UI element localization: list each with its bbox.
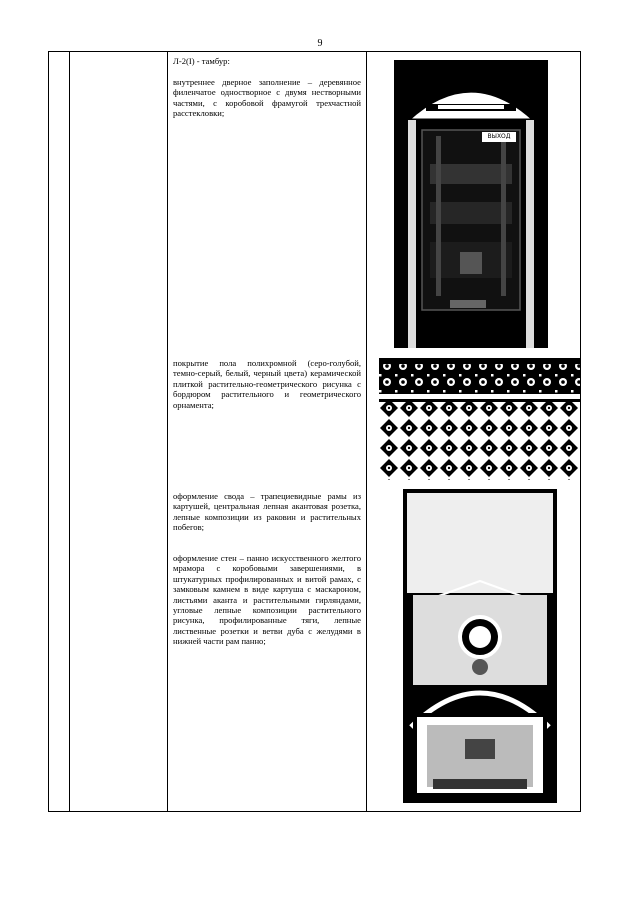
table-bottom-border [48, 811, 581, 812]
item-walls-text: оформление стен – панно искусственного желтого мрамора с коробовыми завершениями, в штукатурных профилированных и витой рамах, с замковым камнем в виде картуша с маскароном, листьями аканта и растительными гирляндами, угловые лепные композиции растительного рисунка, профилированные тяги, лепные лиственные розетки и ветви дуба с желудями в нижней части рам панно; [173, 553, 361, 647]
table-col-border [580, 51, 581, 812]
table-col-border [167, 51, 168, 812]
item-floor-text: покрытие пола полихромной (серо-голубой, темно-серый, белый, черный цвета) керамической плиткой растительно-геометрического рисунка с бордюром растительного и геометрического орнамента; [173, 358, 361, 410]
table-col-border [366, 51, 367, 812]
wall-panel-photo [403, 489, 557, 803]
floor-tile-photo [379, 358, 580, 480]
exit-sign: ВЫХОД [482, 132, 516, 142]
table-col-border [69, 51, 70, 812]
section-title: Л-2(I) - тамбур: [173, 56, 230, 66]
item-door-text: внутреннее дверное заполнение – деревянное филенчатое одностворное с двумя нестворными частями, с коробовой фрамугой трехчастной расстекловки; [173, 77, 361, 119]
page-number: 9 [317, 38, 323, 49]
door-photo [386, 52, 556, 348]
item-vault-text: оформление свода – трапециевидные рамы из картушей, центральная лепная акантовая розетка, лепные композиции из раковин и растительных побегов; [173, 491, 361, 533]
table-col-border [48, 51, 49, 812]
